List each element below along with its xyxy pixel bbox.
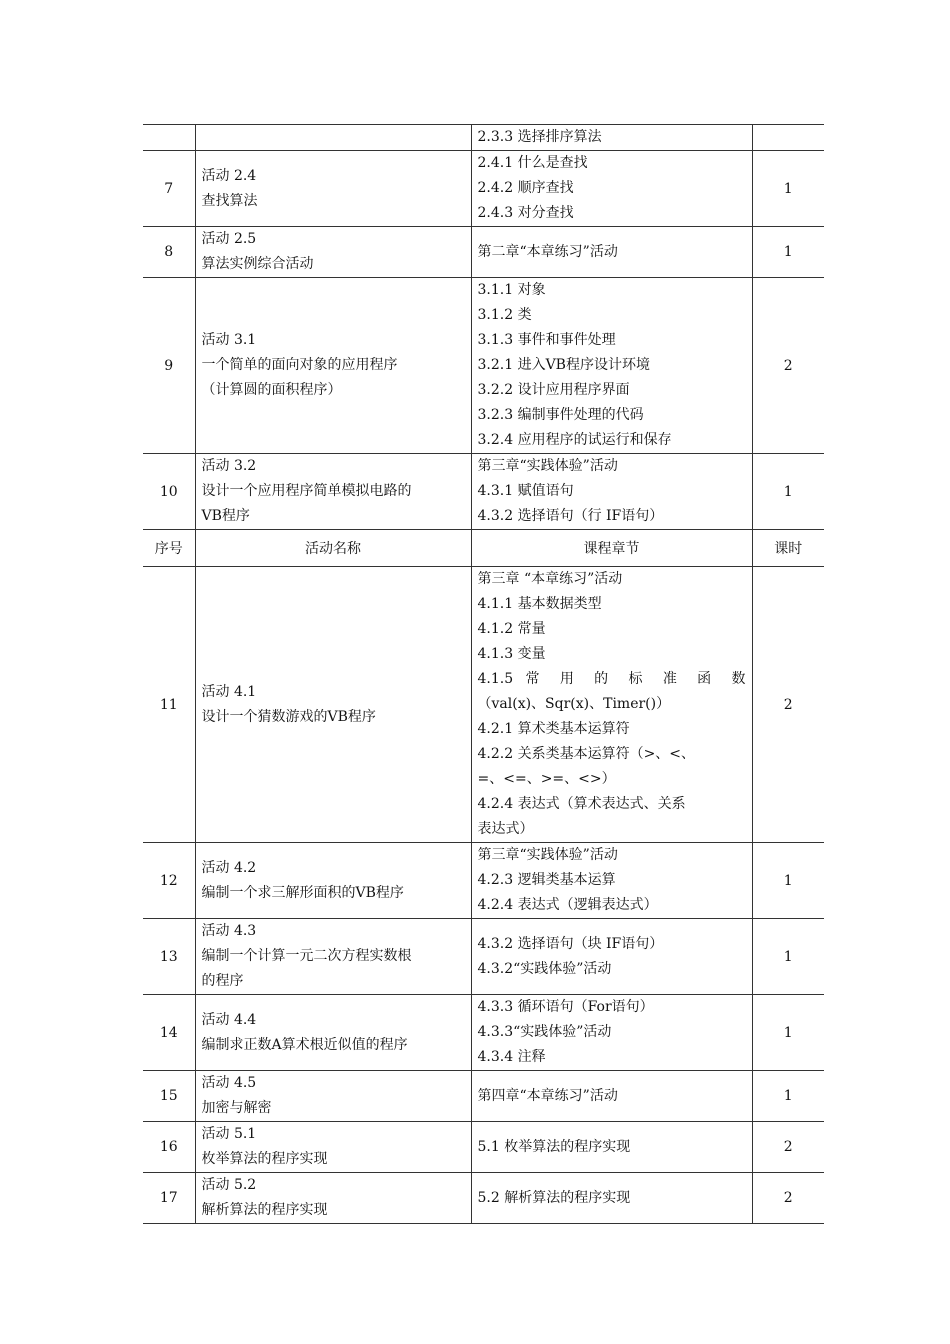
- activity-name-cell: [195, 278, 471, 454]
- table-body-top: [143, 125, 824, 530]
- activity-name-cell: [195, 151, 471, 227]
- activity-name-cell: [195, 227, 471, 278]
- activity-name-line: 活动 5.1: [201, 1126, 257, 1142]
- chapter-line: 4.3.1 赋值语句: [477, 483, 574, 499]
- chapter-cell: [471, 1173, 752, 1224]
- chapter-line: 第三章“实践体验”活动: [477, 847, 618, 863]
- chapter-cell: [471, 567, 752, 843]
- table-row: [143, 227, 824, 278]
- chapter-cell: [471, 227, 752, 278]
- activity-name-line: 的程序: [201, 973, 244, 989]
- activity-name-cell: [195, 1173, 471, 1224]
- activity-name-cell: [195, 454, 471, 530]
- class-hours: 1: [752, 227, 824, 278]
- chapter-line: （val(x)、Sqr(x)、Timer()）: [477, 696, 671, 712]
- table-body-bottom: [143, 567, 824, 1224]
- table-row: [143, 125, 824, 151]
- chapter-line: 5.1 枚举算法的程序实现: [477, 1138, 631, 1155]
- row-number: 7: [143, 151, 195, 227]
- activity-name-cell: [195, 995, 471, 1071]
- activity-name-line: 查找算法: [201, 192, 258, 209]
- chapter-line: 3.1.2 类: [477, 307, 532, 323]
- row-number: 12: [143, 843, 195, 919]
- row-number: 16: [143, 1122, 195, 1173]
- table-row: [143, 1122, 824, 1173]
- activity-name-line: 编制求正数A算术根近似值的程序: [201, 1036, 408, 1053]
- class-hours: 2: [752, 567, 824, 843]
- chapter-line: 3.2.1 进入VB程序设计环境: [477, 357, 650, 373]
- row-number: 11: [143, 567, 195, 843]
- chapter-line: 3.2.2 设计应用程序界面: [477, 382, 630, 398]
- table-header: [143, 530, 824, 567]
- chapter-line: 5.2 解析算法的程序实现: [477, 1189, 631, 1206]
- chapter-line: 3.2.4 应用程序的试运行和保存: [477, 432, 672, 448]
- chapter-line: 4.1.2 常量: [477, 621, 546, 637]
- chapter-cell: [471, 843, 752, 919]
- row-number: 14: [143, 995, 195, 1071]
- activity-name-line: 编制一个求三解形面积的VB程序: [201, 884, 404, 901]
- table-row: [143, 1173, 824, 1224]
- activity-name-line: 算法实例综合活动: [201, 256, 314, 272]
- header-hours: 课时: [752, 530, 824, 567]
- activity-name-line: 活动 4.2: [201, 859, 257, 876]
- chapter-line: 4.2.3 逻辑类基本运算: [477, 872, 616, 888]
- row-number: 8: [143, 227, 195, 278]
- chapter-line: 3.2.3 编制事件处理的代码: [477, 407, 644, 423]
- chapter-cell: [471, 125, 752, 151]
- chapter-cell: [471, 1071, 752, 1122]
- activity-name-cell: [195, 1071, 471, 1122]
- chapter-line: 第二章“本章练习”活动: [477, 243, 618, 260]
- activity-name-line: 活动 4.3: [201, 923, 257, 939]
- class-hours: 1: [752, 919, 824, 995]
- chapter-line: 4.2.1 算术类基本运算符: [477, 721, 630, 737]
- chapter-cell: [471, 995, 752, 1071]
- class-hours: 1: [752, 151, 824, 227]
- chapter-line: 4.1.1 基本数据类型: [477, 596, 602, 612]
- activity-name-line: 活动 4.4: [201, 1011, 257, 1028]
- activity-name-line: 活动 3.2: [201, 458, 257, 474]
- chapter-line: 4.3.2 选择语句（行 IF语句）: [477, 508, 664, 524]
- activity-name-line: 活动 4.5: [201, 1075, 257, 1091]
- activity-name-line: VB程序: [201, 508, 250, 524]
- row-number: 17: [143, 1173, 195, 1224]
- chapter-line: =、<=、>=、<>）: [477, 771, 616, 787]
- chapter-line: 3.1.3 事件和事件处理: [477, 332, 616, 348]
- chapter-line: 表达式）: [477, 821, 534, 837]
- table-row: [143, 151, 824, 227]
- class-hours: 1: [752, 1071, 824, 1122]
- table-row: [143, 278, 824, 454]
- activity-name-line: 活动 2.4: [201, 167, 257, 184]
- course-plan-table: [143, 124, 824, 1224]
- chapter-line: 第三章“实践体验”活动: [477, 458, 618, 474]
- class-hours: 2: [752, 1173, 824, 1224]
- activity-name-line: 活动 3.1: [201, 332, 257, 348]
- chapter-line: 4.3.2“实践体验”活动: [477, 960, 612, 977]
- header-num: 序号: [143, 530, 195, 567]
- row-number: 10: [143, 454, 195, 530]
- activity-name-cell: [195, 125, 471, 151]
- activity-name-line: 设计一个应用程序简单模拟电路的: [201, 483, 412, 499]
- activity-name-cell: [195, 567, 471, 843]
- row-number: 9: [143, 278, 195, 454]
- class-hours: 2: [752, 278, 824, 454]
- activity-name-line: 编制一个计算一元二次方程实数根: [201, 948, 412, 964]
- chapter-line: 第三章 “本章练习”活动: [477, 571, 623, 587]
- chapter-line: 4.3.2 选择语句（块 IF语句）: [477, 935, 664, 952]
- chapter-cell: [471, 151, 752, 227]
- row-number: [143, 125, 195, 151]
- class-hours: 2: [752, 1122, 824, 1173]
- activity-name-cell: [195, 843, 471, 919]
- class-hours: [752, 125, 824, 151]
- chapter-line: 2.4.3 对分查找: [477, 205, 574, 221]
- table-row: [143, 454, 824, 530]
- table-row: [143, 919, 824, 995]
- table-row: [143, 995, 824, 1071]
- header-chapter: 课程章节: [471, 530, 752, 567]
- chapter-line: 4.2.4 表达式（算术表达式、关系: [477, 796, 686, 812]
- chapter-line: 4.3.3“实践体验”活动: [477, 1024, 612, 1040]
- activity-name-line: 枚举算法的程序实现: [201, 1151, 328, 1167]
- table-row: [143, 1071, 824, 1122]
- chapter-line: 4.3.4 注释: [477, 1049, 546, 1065]
- class-hours: 1: [752, 843, 824, 919]
- header-name: 活动名称: [195, 530, 471, 567]
- header-row: [143, 530, 824, 567]
- chapter-cell: [471, 454, 752, 530]
- chapter-line: 2.4.1 什么是查找: [477, 155, 588, 171]
- activity-name-line: 解析算法的程序实现: [201, 1202, 328, 1218]
- chapter-line: 4.2.4 表达式（逻辑表达式）: [477, 897, 658, 913]
- activity-name-line: 活动 2.5: [201, 231, 257, 247]
- row-number: 13: [143, 919, 195, 995]
- chapter-line: 2.3.3 选择排序算法: [477, 129, 602, 145]
- chapter-line: 4.1.3 变量: [477, 646, 546, 662]
- chapter-cell: [471, 1122, 752, 1173]
- chapter-line: 4.3.3 循环语句（For语句）: [477, 999, 654, 1015]
- activity-name-line: 加密与解密: [201, 1100, 272, 1116]
- activity-name-line: 一个简单的面向对象的应用程序: [201, 357, 398, 373]
- table-row: [143, 567, 824, 843]
- table-row: [143, 843, 824, 919]
- chapter-line: 4.1.5 常 用 的 标 准 函 数: [477, 671, 746, 687]
- row-number: 15: [143, 1071, 195, 1122]
- activity-name-line: 活动 5.2: [201, 1177, 257, 1193]
- chapter-line: 3.1.1 对象: [477, 282, 546, 298]
- activity-name-cell: [195, 1122, 471, 1173]
- activity-name-line: （计算圆的面积程序）: [201, 382, 342, 398]
- activity-name-line: 活动 4.1: [201, 683, 257, 700]
- class-hours: 1: [752, 454, 824, 530]
- chapter-cell: [471, 278, 752, 454]
- activity-name-cell: [195, 919, 471, 995]
- chapter-line: 4.2.2 关系类基本运算符（>、<、: [477, 746, 696, 762]
- class-hours: 1: [752, 995, 824, 1071]
- chapter-line: 2.4.2 顺序查找: [477, 180, 574, 196]
- chapter-line: 第四章“本章练习”活动: [477, 1087, 618, 1104]
- activity-name-line: 设计一个猜数游戏的VB程序: [201, 708, 376, 725]
- chapter-cell: [471, 919, 752, 995]
